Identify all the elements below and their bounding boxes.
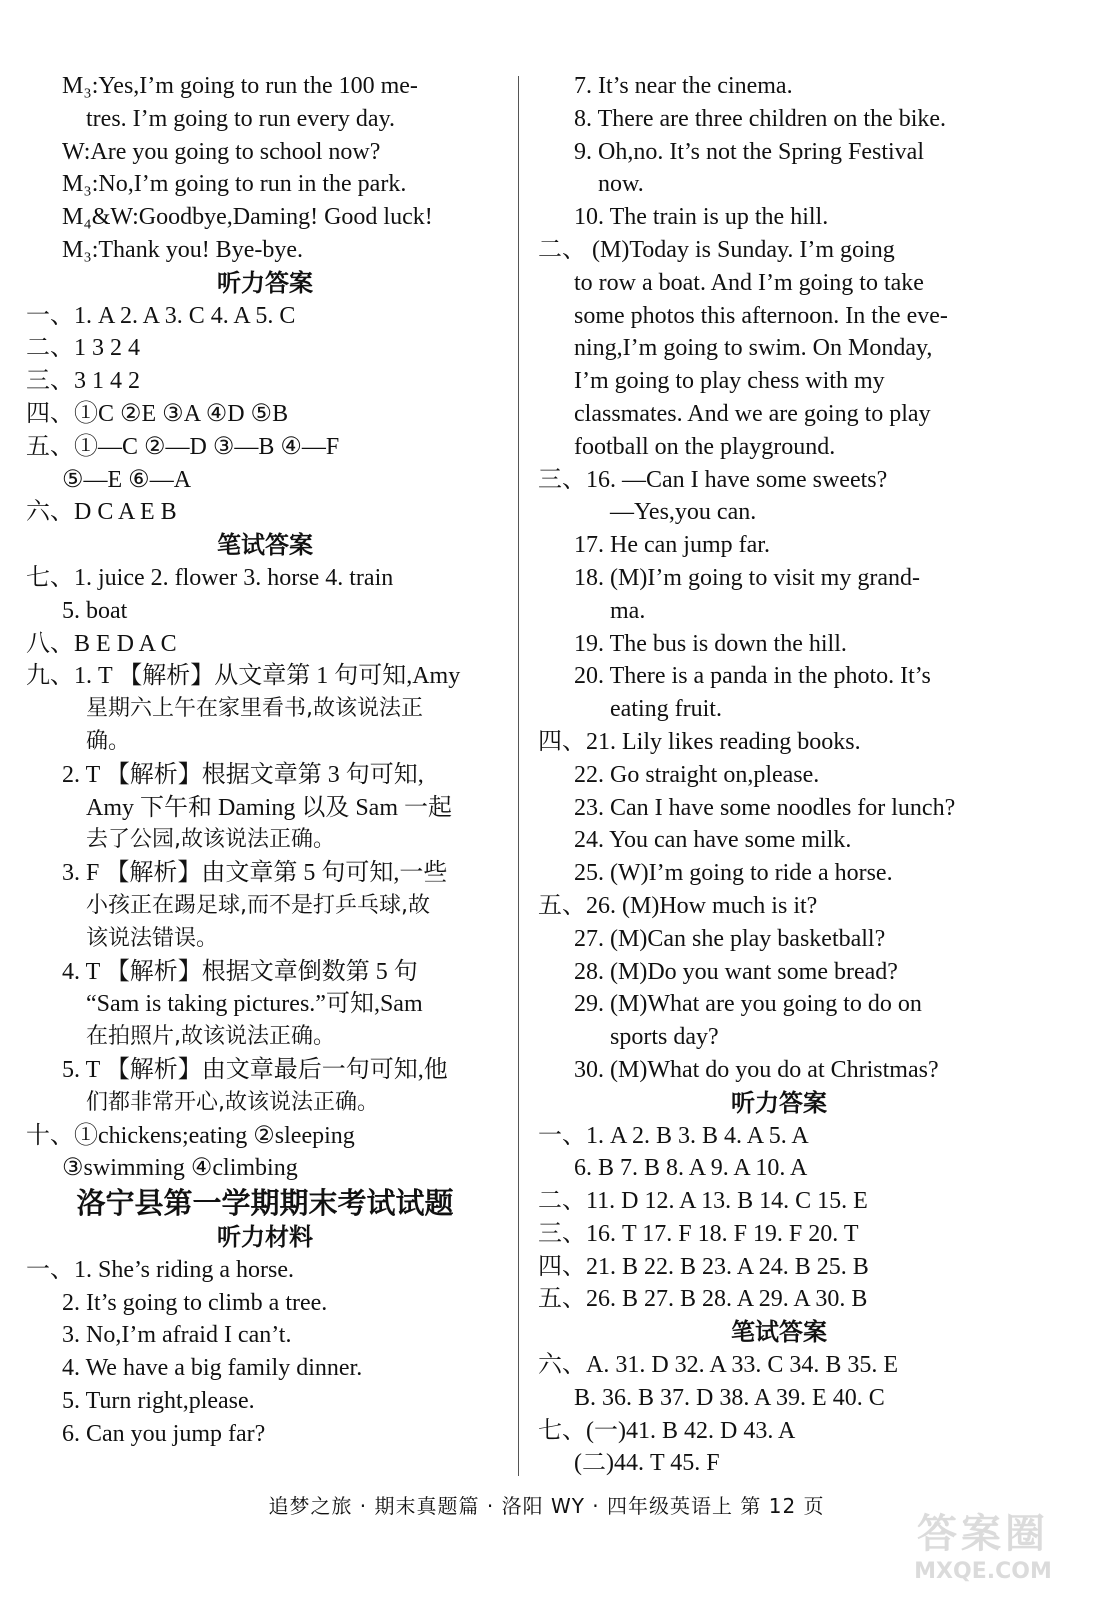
- section-heading: 听力答案: [217, 268, 313, 297]
- text-line: 19. The bus is down the hill.: [574, 630, 847, 657]
- text-line: 2. T 【解析】根据文章第 3 句可知,: [62, 761, 424, 788]
- text-line: ③swimming ④climbing: [62, 1155, 298, 1182]
- text-line: 24. You can have some milk.: [574, 827, 852, 854]
- text-line: 十、①chickens;eating ②sleeping: [26, 1122, 355, 1149]
- text-line: 四、①C ②E ③A ④D ⑤B: [26, 400, 289, 427]
- text-line: 4. T 【解析】根据文章倒数第 5 句: [62, 958, 418, 985]
- text-line: 一、1. She’s riding a horse.: [26, 1256, 294, 1283]
- text-line: 一、1. A 2. B 3. B 4. A 5. A: [538, 1122, 809, 1149]
- text-line: 三、3 1 4 2: [26, 368, 140, 395]
- text-line: 七、(一)41. B 42. D 43. A: [538, 1417, 796, 1444]
- column-divider: [518, 76, 519, 1476]
- text-line: 二、 (M)Today is Sunday. I’m going: [538, 236, 895, 263]
- text-line: 二、11. D 12. A 13. B 14. C 15. E: [538, 1188, 868, 1215]
- text-line: sports day?: [610, 1024, 719, 1051]
- watermark-url: MXQE.COM: [914, 1559, 1052, 1584]
- text-line: M₃:No,I’m going to run in the park.: [62, 171, 407, 198]
- text-line: 七、1. juice 2. flower 3. horse 4. train: [26, 564, 394, 591]
- text-line: 8. There are three children on the bike.: [574, 105, 947, 132]
- text-line: (二)44. T 45. F: [574, 1450, 720, 1477]
- text-line: 五、26. B 27. B 28. A 29. A 30. B: [538, 1286, 868, 1313]
- text-line: M₃:Yes,I’m going to run the 100 me-: [62, 73, 418, 99]
- section-heading: 听力材料: [217, 1223, 313, 1252]
- text-line: 小孩正在踢足球,而不是打乒乓球,故: [86, 892, 430, 918]
- text-line: W:Are you going to school now?: [62, 138, 381, 165]
- text-line: 3. F 【解析】由文章第 5 句可知,一些: [62, 860, 448, 887]
- text-line: “Sam is taking pictures.”可知,Sam: [86, 991, 423, 1018]
- text-line: B. 36. B 37. D 38. A 39. E 40. C: [574, 1384, 885, 1411]
- exam-title: 洛宁县第一学期期末考试试题: [76, 1186, 454, 1221]
- text-line: 3. No,I’m afraid I can’t.: [62, 1322, 292, 1349]
- text-line: M₄&W:Goodbye,Daming! Good luck!: [62, 204, 433, 231]
- text-line: 25. (W)I’m going to ride a horse.: [574, 860, 893, 887]
- text-line: 30. (M)What do you do at Christmas?: [574, 1056, 939, 1083]
- text-line: 27. (M)Can she play basketball?: [574, 925, 886, 952]
- text-line: 7. It’s near the cinema.: [574, 73, 793, 99]
- text-line: 9. Oh,no. It’s not the Spring Festival: [574, 138, 924, 165]
- watermark-text: 答案圈: [917, 1511, 1049, 1557]
- text-line: football on the playground.: [574, 433, 836, 460]
- text-line: M₃:Thank you! Bye-bye.: [62, 236, 303, 263]
- text-line: now.: [598, 171, 644, 198]
- text-line: Amy 下午和 Daming 以及 Sam 一起: [86, 794, 452, 821]
- text-line: 18. (M)I’m going to visit my grand-: [574, 564, 920, 591]
- text-line: 在拍照片,故该说法正确。: [86, 1024, 335, 1050]
- text-line: 去了公园,故该说法正确。: [86, 827, 335, 853]
- text-line: 四、21. Lily likes reading books.: [538, 728, 861, 755]
- text-line: 五、①—C ②—D ③—B ④—F: [26, 433, 340, 460]
- text-line: ning,I’m going to swim. On Monday,: [574, 335, 933, 362]
- text-line: 一、1. A 2. A 3. C 4. A 5. C: [26, 302, 296, 329]
- text-line: 22. Go straight on,please.: [574, 761, 820, 788]
- right-column: [538, 70, 1020, 1480]
- text-line: 该说法错误。: [86, 925, 219, 951]
- text-line: 确。: [86, 728, 131, 754]
- text-line: 6. B 7. B 8. A 9. A 10. A: [574, 1155, 808, 1182]
- text-line: 四、21. B 22. B 23. A 24. B 25. B: [538, 1253, 869, 1280]
- text-line: 六、D C A E B: [26, 499, 177, 526]
- left-column: [26, 70, 504, 1451]
- text-line: ⑤—E ⑥—A: [62, 466, 192, 493]
- text-line: 5. Turn right,please.: [62, 1388, 255, 1415]
- text-line: 29. (M)What are you going to do on: [574, 991, 922, 1018]
- text-line: 10. The train is up the hill.: [574, 204, 829, 231]
- text-line: 们都非常开心,故该说法正确。: [86, 1089, 379, 1115]
- text-line: 28. (M)Do you want some bread?: [574, 958, 898, 985]
- text-line: classmates. And we are going to play: [574, 400, 931, 427]
- section-heading: 笔试答案: [731, 1318, 827, 1347]
- text-line: —Yes,you can.: [610, 499, 757, 526]
- text-line: tres. I’m going to run every day.: [86, 105, 396, 132]
- text-line: 九、1. T 【解析】从文章第 1 句可知,Amy: [26, 663, 461, 690]
- text-line: 6. Can you jump far?: [62, 1420, 266, 1447]
- text-line: 4. We have a big family dinner.: [62, 1355, 363, 1382]
- text-line: 20. There is a panda in the photo. It’s: [574, 663, 931, 690]
- text-line: 17. He can jump far.: [574, 532, 770, 559]
- text-line: 5. T 【解析】由文章最后一句可知,他: [62, 1056, 448, 1083]
- text-line: 三、16. —Can I have some sweets?: [538, 466, 888, 493]
- text-line: 六、A. 31. D 32. A 33. C 34. B 35. E: [538, 1352, 899, 1379]
- text-line: 5. boat: [62, 597, 128, 624]
- text-line: 星期六上午在家里看书,故该说法正: [86, 696, 423, 722]
- text-line: eating fruit.: [610, 696, 722, 723]
- section-heading: 听力答案: [731, 1088, 827, 1117]
- text-line: I’m going to play chess with my: [574, 368, 885, 395]
- watermark-logo: [893, 1502, 1073, 1592]
- text-line: 23. Can I have some noodles for lunch?: [574, 794, 956, 821]
- section-heading: 笔试答案: [217, 531, 313, 560]
- text-line: ma.: [610, 597, 646, 624]
- text-line: some photos this afternoon. In the eve-: [574, 302, 948, 329]
- text-line: 二、1 3 2 4: [26, 335, 140, 362]
- text-line: 2. It’s going to climb a tree.: [62, 1289, 328, 1316]
- page-footer: 追梦之旅 · 期末真题篇 · 洛阳 WY · 四年级英语上 第 12 页: [268, 1494, 825, 1518]
- text-line: 五、26. (M)How much is it?: [538, 892, 818, 919]
- text-line: 八、B E D A C: [26, 630, 177, 657]
- text-line: 三、16. T 17. F 18. F 19. F 20. T: [538, 1220, 859, 1247]
- text-line: to row a boat. And I’m going to take: [574, 269, 924, 296]
